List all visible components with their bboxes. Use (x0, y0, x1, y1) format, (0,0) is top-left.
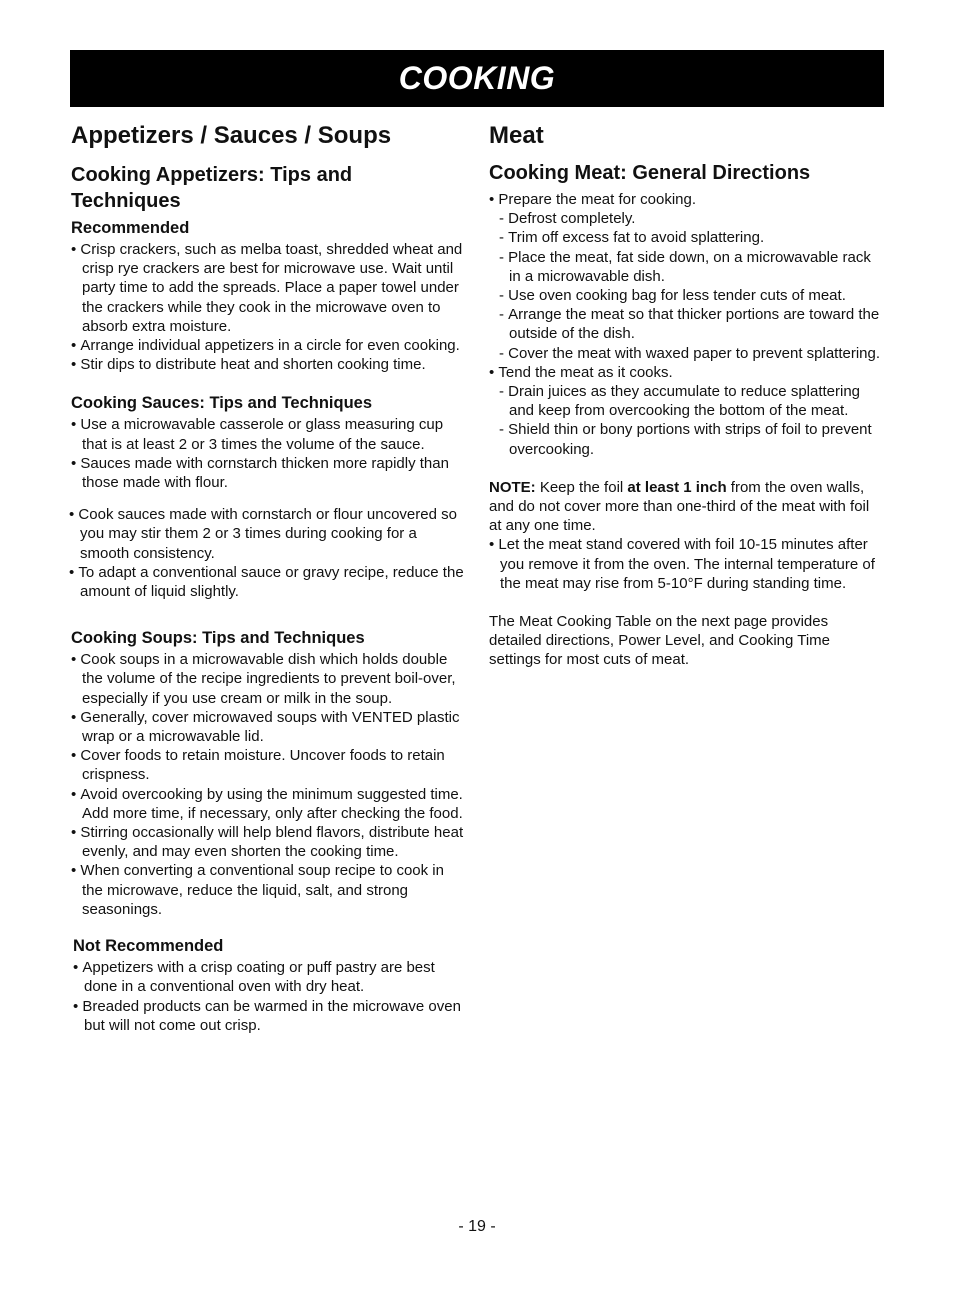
soups-list (71, 650, 466, 919)
list-item: • Stirring occasionally will help blend flavors, distribute heat evenly, and may even shorten the cooking time. (71, 823, 466, 861)
list-item: • Cover foods to retain moisture. Uncover foods to retain crispness. (71, 746, 466, 784)
sauces-heading: Cooking Sauces: Tips and Techniques (71, 394, 373, 413)
sub-list-item: - Drain juices as they accumulate to reduce splattering and keep from overcooking the bottom of the meat. (489, 382, 884, 420)
sub-list-item: - Trim off excess fat to avoid splattering. (489, 228, 884, 247)
list-item: • Cook sauces made with cornstarch or flour uncovered so you may stir them 2 or 3 times during cooking for a smooth consistency. (69, 505, 466, 563)
list-item: • Let the meat stand covered with foil 10-15 minutes after you remove it from the oven. The internal temperature of the meat may rise from 5-10°F during standing time. (489, 535, 884, 593)
foil-note (489, 478, 884, 536)
list-item: • Use a microwavable casserole or glass measuring cup that is at least 2 or 3 times the volume of the sauce. (71, 415, 466, 453)
not-recommended-heading: Not Recommended (73, 937, 224, 956)
meat-title: Meat (489, 122, 544, 149)
list-item: • Tend the meat as it cooks. (489, 363, 884, 382)
note-emphasis: at least 1 inch (627, 478, 727, 496)
meat-table-reference: The Meat Cooking Table on the next page provides detailed directions, Power Level, and Cooking Time settings for most cuts of meat. (489, 613, 831, 669)
note-text-1: Keep the foil (535, 478, 628, 496)
list-item: • Breaded products can be warmed in the microwave oven but will not come out crisp. (73, 997, 466, 1035)
section-banner (70, 50, 884, 107)
meat-directions-list (489, 190, 884, 459)
list-item: • Generally, cover microwaved soups with VENTED plastic wrap or a microwavable lid. (71, 708, 466, 746)
list-item: • When converting a conventional soup recipe to cook in the microwave, reduce the liquid, salt, and strong seasonings. (71, 861, 466, 919)
sauces-list-continued (69, 505, 466, 601)
right-column (489, 120, 884, 670)
list-item: • To adapt a conventional sauce or gravy recipe, reduce the amount of liquid slightly. (69, 563, 466, 601)
list-item: • Stir dips to distribute heat and shorten cooking time. (71, 355, 466, 374)
list-item: • Crisp crackers, such as melba toast, shredded wheat and crisp rye crackers are best for microwave use. Wait until party time to add the spreads. Place a paper towel under the crackers while they cook in the microwave oven to absorb extra moisture. (71, 240, 466, 336)
meat-directions-heading: Cooking Meat: General Directions (489, 162, 811, 184)
list-item: • Sauces made with cornstarch thicken more rapidly than those made with flour. (71, 454, 466, 492)
list-item: • Arrange individual appetizers in a circle for even cooking. (71, 336, 466, 355)
list-item: • Appetizers with a crisp coating or puff pastry are best done in a conventional oven with dry heat. (73, 958, 466, 996)
stand-list (489, 535, 884, 593)
list-item: • Avoid overcooking by using the minimum suggested time. Add more time, if necessary, only after checking the food. (71, 785, 466, 823)
sub-list-item: - Shield thin or bony portions with strips of foil to prevent overcooking. (489, 420, 884, 458)
list-item: • Prepare the meat for cooking. (489, 190, 884, 209)
sub-list-item: - Arrange the meat so that thicker portions are toward the outside of the dish. (489, 305, 884, 343)
soups-heading: Cooking Soups: Tips and Techniques (71, 629, 365, 648)
page-number: - 19 - (458, 1218, 496, 1235)
appetizers-sauces-soups-title: Appetizers / Sauces / Soups (71, 122, 392, 149)
recommended-list (71, 240, 466, 374)
note-text-2: from the oven walls, and do not cover more than one-third of the meat with foil at any one time. (489, 478, 870, 535)
sauces-list (71, 415, 466, 492)
section-title: COOKING (398, 60, 556, 96)
recommended-heading: Recommended (71, 219, 190, 237)
sub-list-item: - Defrost completely. (489, 209, 884, 228)
sub-list-item: - Use oven cooking bag for less tender cuts of meat. (489, 286, 884, 305)
note-label: NOTE: (489, 478, 536, 496)
sub-list-item: - Cover the meat with waxed paper to prevent splattering. (489, 344, 884, 363)
sub-list-item: - Place the meat, fat side down, on a microwavable rack in a microwavable dish. (489, 248, 884, 286)
not-recommended-list (73, 958, 466, 1035)
appetizers-heading: Cooking Appetizers: Tips and Techniques (71, 164, 353, 212)
left-column (71, 120, 466, 1035)
list-item: • Cook soups in a microwavable dish which holds double the volume of the recipe ingredients to prevent boil-over, especially if you use cream or milk in the soup. (71, 650, 466, 708)
